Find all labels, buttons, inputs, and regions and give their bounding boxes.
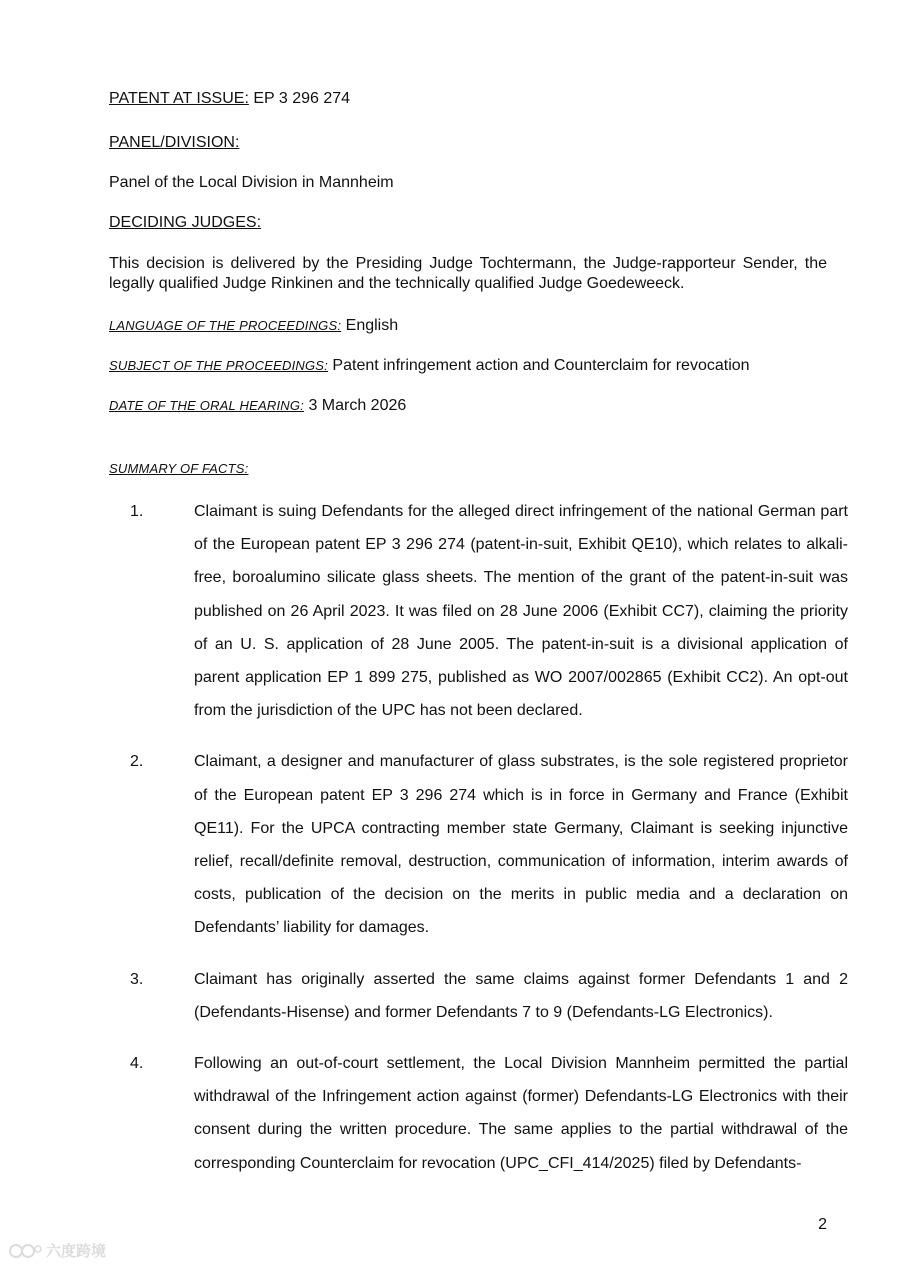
watermark xyxy=(8,1240,106,1261)
hearing-date-value: 3 March 2026 xyxy=(308,397,407,414)
subject-label: SUBJECT OF THE PROCEEDINGS: xyxy=(109,358,328,373)
numbered-paragraph xyxy=(0,1047,900,1180)
patent-at-issue-value: EP 3 296 274 xyxy=(253,90,351,107)
numbered-paragraph xyxy=(0,745,900,944)
panel-division-line xyxy=(109,133,239,153)
paragraph-text: Following an out-of-court settlement, the Local Division Mannheim permitted the partial withdrawal of the Infringement action against (former) Defendants-LG Electronics with their consent during the written procedure. The same applies to the partial withdrawal of the corresponding Counterclaim for revocation (UPC_CFI_414/2025) filed by Defendants- xyxy=(194,1055,848,1172)
paragraph-number: 1. xyxy=(130,503,144,520)
numbered-paragraphs xyxy=(0,495,900,1198)
watermark-text: 六度跨境 xyxy=(46,1243,107,1260)
panel-division-value: Panel of the Local Division in Mannheim xyxy=(109,174,394,191)
subject-line xyxy=(109,356,750,376)
deciding-judges-line xyxy=(109,213,261,233)
patent-at-issue-label: PATENT AT ISSUE: xyxy=(109,90,249,107)
language-value: English xyxy=(345,317,399,334)
numbered-paragraph xyxy=(0,963,900,1029)
paragraph-number: 4. xyxy=(130,1055,144,1073)
summary-of-facts-line xyxy=(109,459,248,479)
paragraph-number: 2. xyxy=(130,753,144,771)
language-line xyxy=(109,316,398,336)
panel-division-label: PANEL/DIVISION: xyxy=(109,134,240,151)
hearing-date-line xyxy=(109,396,406,416)
deciding-judges-value: This decision is delivered by the Presiding Judge Tochtermann, the Judge-rapporteur Sender, the legally qualified Judge Rinkinen and the technically qualified Judge Goedeweeck. xyxy=(109,255,827,292)
language-label: LANGUAGE OF THE PROCEEDINGS: xyxy=(109,318,342,333)
hearing-date-label: DATE OF THE ORAL HEARING: xyxy=(109,398,304,413)
numbered-paragraph xyxy=(0,495,900,727)
patent-at-issue-line xyxy=(109,89,350,109)
subject-value: Patent infringement action and Counterclaim for revocation xyxy=(332,357,750,374)
paragraph-text: Claimant is suing Defendants for the alleged direct infringement of the national German part of the European patent EP 3 296 274 (patent-in-suit, Exhibit QE10), which relates to alkali-free, boroalumino silicate glass sheets. The mention of the grant of the patent-in-suit was published on 26 April 2023. It was filed on 28 June 2006 (Exhibit CC7), claiming the priority of an U. S. application of 28 June 2005. The patent-in-suit is a divisional application of parent application EP 1 899 275, published as WO 2007/002865 (Exhibit CC2). An opt-out from the jurisdiction of the UPC has not been declared. xyxy=(194,503,848,720)
watermark-logo-icon xyxy=(8,1242,42,1260)
paragraph-text: Claimant, a designer and manufacturer of glass substrates, is the sole registered proprietor of the European patent EP 3 296 274 which is in force in Germany and France (Exhibit QE11). For the UPCA contracting member state Germany, Claimant is seeking injunctive relief, recall/definite removal, destruction, communication of information, interim awards of costs, publication of the decision on the merits in public media and a declaration on Defendants’ liability for damages. xyxy=(194,753,848,937)
paragraph-number: 3. xyxy=(130,970,144,988)
page-number: 2 xyxy=(818,1216,827,1233)
paragraph-text: Claimant has originally asserted the same claims against former Defendants 1 and 2 (Defendants-Hisense) and former Defendants 7 to 9 (Defendants-LG Electronics). xyxy=(194,970,848,1021)
summary-of-facts-label: SUMMARY OF FACTS: xyxy=(109,461,249,476)
deciding-judges-label: DECIDING JUDGES: xyxy=(109,214,262,231)
